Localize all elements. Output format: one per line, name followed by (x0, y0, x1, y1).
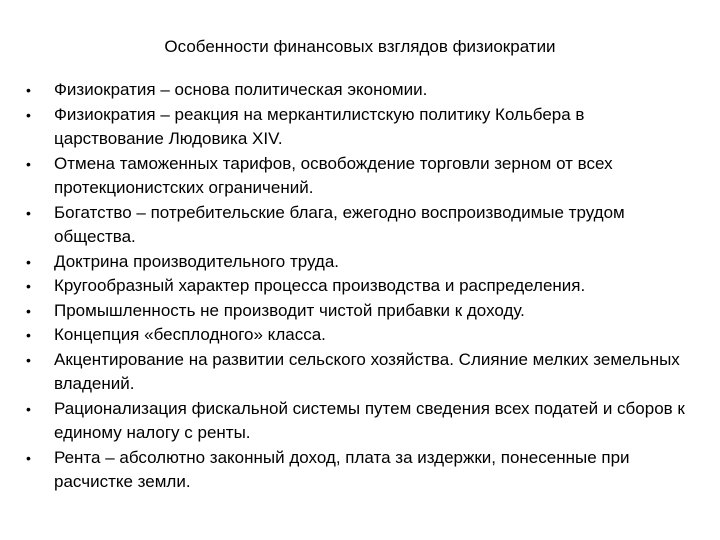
list-item (22, 397, 692, 446)
bullet-icon: • (26, 106, 31, 123)
slide-title: Особенности финансовых взглядов физиократии (164, 37, 556, 56)
list-item (22, 446, 692, 495)
list-item (22, 78, 692, 103)
bullet-icon: • (26, 204, 31, 221)
list-item (22, 152, 692, 201)
list-item (22, 274, 692, 299)
bullet-icon: • (26, 278, 31, 294)
bullet-text: Акцентирование на развитии сельского хозяйства. Слияние мелких земельных владений. (54, 349, 680, 393)
bullet-icon: • (26, 82, 31, 98)
bullet-icon: • (26, 302, 31, 319)
list-item (22, 299, 692, 324)
bullet-icon: • (26, 253, 31, 270)
bullet-text: Физиократия – основа политическая экономии. (54, 80, 428, 99)
list-item (22, 201, 692, 250)
bullet-text: Рационализация фискальной системы путем сведения всех податей и сборов к единому налогу с ренты. (54, 398, 685, 442)
bullet-icon: • (26, 327, 31, 343)
bullet-icon: • (26, 400, 31, 417)
bullet-text: Кругообразный характер процесса производства и распределения. (54, 276, 586, 295)
bullet-text: Промышленность не производит чистой прибавки к доходу. (54, 300, 525, 320)
bullet-text: Физиократия – реакция на меркантилистскую политику Кольбера в царствование Людовика XIV. (54, 104, 585, 148)
bullet-text: Отмена таможенных тарифов, освобождение торговли зерном от всех протекционистских ограничений. (54, 153, 613, 197)
list-item (22, 348, 692, 397)
list-item (22, 103, 692, 152)
bullet-text: Доктрина производительного труда. (54, 251, 340, 271)
list-item (22, 323, 692, 348)
bullet-icon: • (26, 155, 31, 172)
bullet-list (22, 78, 692, 495)
bullet-text: Богатство – потребительские блага, ежегодно воспроизводимые трудом общества. (54, 202, 625, 246)
list-item (22, 250, 692, 275)
bullet-text: Рента – абсолютно законный доход, плата за издержки, понесенные при расчистке земли. (54, 447, 630, 491)
bullet-icon: • (26, 449, 31, 466)
bullet-text: Концепция «бесплодного» класса. (54, 325, 326, 344)
bullet-icon: • (26, 351, 31, 368)
